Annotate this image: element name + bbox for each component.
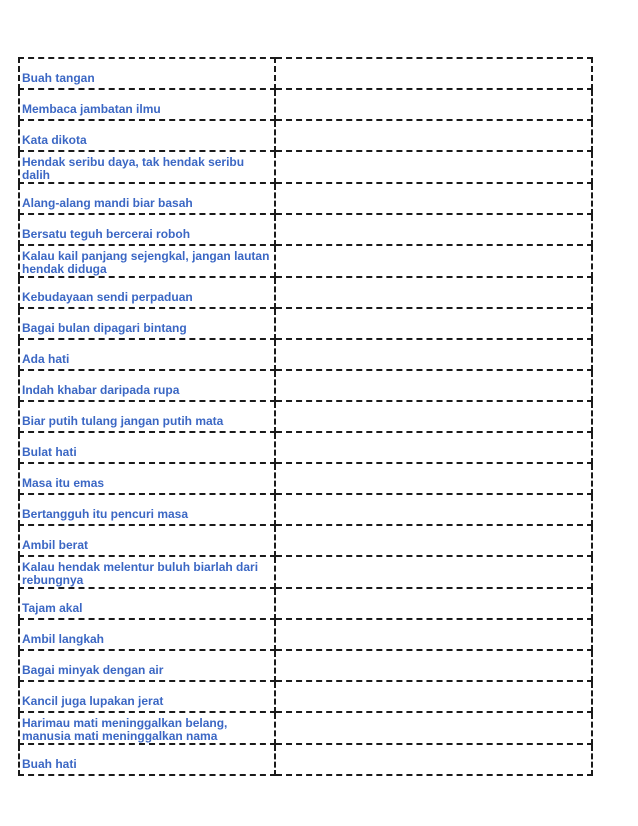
- proverb-text: Ada hati: [22, 352, 70, 366]
- table-row: [19, 556, 592, 588]
- table-row: [19, 339, 592, 370]
- answer-cell[interactable]: [275, 744, 592, 775]
- answer-cell[interactable]: [275, 588, 592, 619]
- answer-cell[interactable]: [275, 277, 592, 308]
- proverb-cell: [19, 588, 275, 619]
- answer-cell[interactable]: [275, 650, 592, 681]
- table-row: [19, 245, 592, 277]
- answer-cell[interactable]: [275, 681, 592, 712]
- proverb-table-body: [19, 58, 592, 775]
- proverb-text: Bagai bulan dipagari bintang: [22, 321, 187, 335]
- proverb-table: [18, 57, 593, 776]
- answer-cell[interactable]: [275, 245, 592, 277]
- table-row: [19, 370, 592, 401]
- proverb-cell: [19, 183, 275, 214]
- table-row: [19, 619, 592, 650]
- answer-cell[interactable]: [275, 58, 592, 89]
- proverb-cell: [19, 120, 275, 151]
- proverb-text: Hendak seribu daya, tak hendak seribu dalih: [22, 155, 245, 182]
- table-row: [19, 183, 592, 214]
- answer-cell[interactable]: [275, 556, 592, 588]
- proverb-text: Buah hati: [22, 757, 77, 771]
- proverb-text: Kancil juga lupakan jerat: [22, 694, 164, 708]
- answer-cell[interactable]: [275, 494, 592, 525]
- proverb-cell: [19, 339, 275, 370]
- table-row: [19, 151, 592, 183]
- proverb-text: Tajam akal: [22, 601, 83, 615]
- proverb-text: Ambil langkah: [22, 632, 105, 646]
- proverb-text: Harimau mati meninggalkan belang, manusia mati meninggalkan nama: [22, 716, 228, 743]
- proverb-cell: [19, 556, 275, 588]
- answer-cell[interactable]: [275, 151, 592, 183]
- proverb-text: Bertangguh itu pencuri masa: [22, 507, 189, 521]
- table-row: [19, 494, 592, 525]
- proverb-cell: [19, 401, 275, 432]
- table-row: [19, 308, 592, 339]
- table-row: [19, 401, 592, 432]
- answer-cell[interactable]: [275, 432, 592, 463]
- proverb-text: Biar putih tulang jangan putih mata: [22, 414, 224, 428]
- proverb-cell: [19, 151, 275, 183]
- proverb-cell: [19, 214, 275, 245]
- answer-cell[interactable]: [275, 120, 592, 151]
- table-row: [19, 588, 592, 619]
- proverb-cell: [19, 308, 275, 339]
- proverb-cell: [19, 370, 275, 401]
- proverb-text: Kebudayaan sendi perpaduan: [22, 290, 193, 304]
- answer-cell[interactable]: [275, 370, 592, 401]
- answer-cell[interactable]: [275, 712, 592, 744]
- table-row: [19, 712, 592, 744]
- table-row: [19, 89, 592, 120]
- proverb-text: Kalau hendak melentur buluh biarlah dari rebungnya: [22, 560, 259, 587]
- proverb-text: Kata dikota: [22, 133, 87, 147]
- answer-cell[interactable]: [275, 183, 592, 214]
- answer-cell[interactable]: [275, 339, 592, 370]
- answer-cell[interactable]: [275, 463, 592, 494]
- proverb-text: Alang-alang mandi biar basah: [22, 196, 193, 210]
- proverb-cell: [19, 712, 275, 744]
- proverb-text: Bagai minyak dengan air: [22, 663, 164, 677]
- proverb-text: Membaca jambatan ilmu: [22, 102, 161, 116]
- answer-cell[interactable]: [275, 214, 592, 245]
- table-row: [19, 432, 592, 463]
- proverb-cell: [19, 432, 275, 463]
- proverb-cell: [19, 619, 275, 650]
- proverb-text: Buah tangan: [22, 71, 95, 85]
- table-row: [19, 463, 592, 494]
- proverb-text: Bersatu teguh bercerai roboh: [22, 227, 191, 241]
- answer-cell[interactable]: [275, 401, 592, 432]
- answer-cell[interactable]: [275, 89, 592, 120]
- proverb-cell: [19, 89, 275, 120]
- proverb-cell: [19, 681, 275, 712]
- table-row: [19, 650, 592, 681]
- proverb-cell: [19, 463, 275, 494]
- answer-cell[interactable]: [275, 619, 592, 650]
- table-row: [19, 58, 592, 89]
- answer-cell[interactable]: [275, 525, 592, 556]
- table-row: [19, 681, 592, 712]
- proverb-cell: [19, 277, 275, 308]
- proverb-cell: [19, 58, 275, 89]
- proverb-text: Ambil berat: [22, 538, 89, 552]
- table-row: [19, 277, 592, 308]
- proverb-text: Masa itu emas: [22, 476, 105, 490]
- proverb-cell: [19, 525, 275, 556]
- proverb-cell: [19, 650, 275, 681]
- table-row: [19, 214, 592, 245]
- proverb-cell: [19, 744, 275, 775]
- proverb-cell: [19, 245, 275, 277]
- proverb-text: Kalau kail panjang sejengkal, jangan lautan hendak diduga: [22, 249, 270, 276]
- answer-cell[interactable]: [275, 308, 592, 339]
- proverb-cell: [19, 494, 275, 525]
- table-row: [19, 525, 592, 556]
- proverb-text: Bulat hati: [22, 445, 77, 459]
- table-row: [19, 744, 592, 775]
- table-row: [19, 120, 592, 151]
- proverb-text: Indah khabar daripada rupa: [22, 383, 180, 397]
